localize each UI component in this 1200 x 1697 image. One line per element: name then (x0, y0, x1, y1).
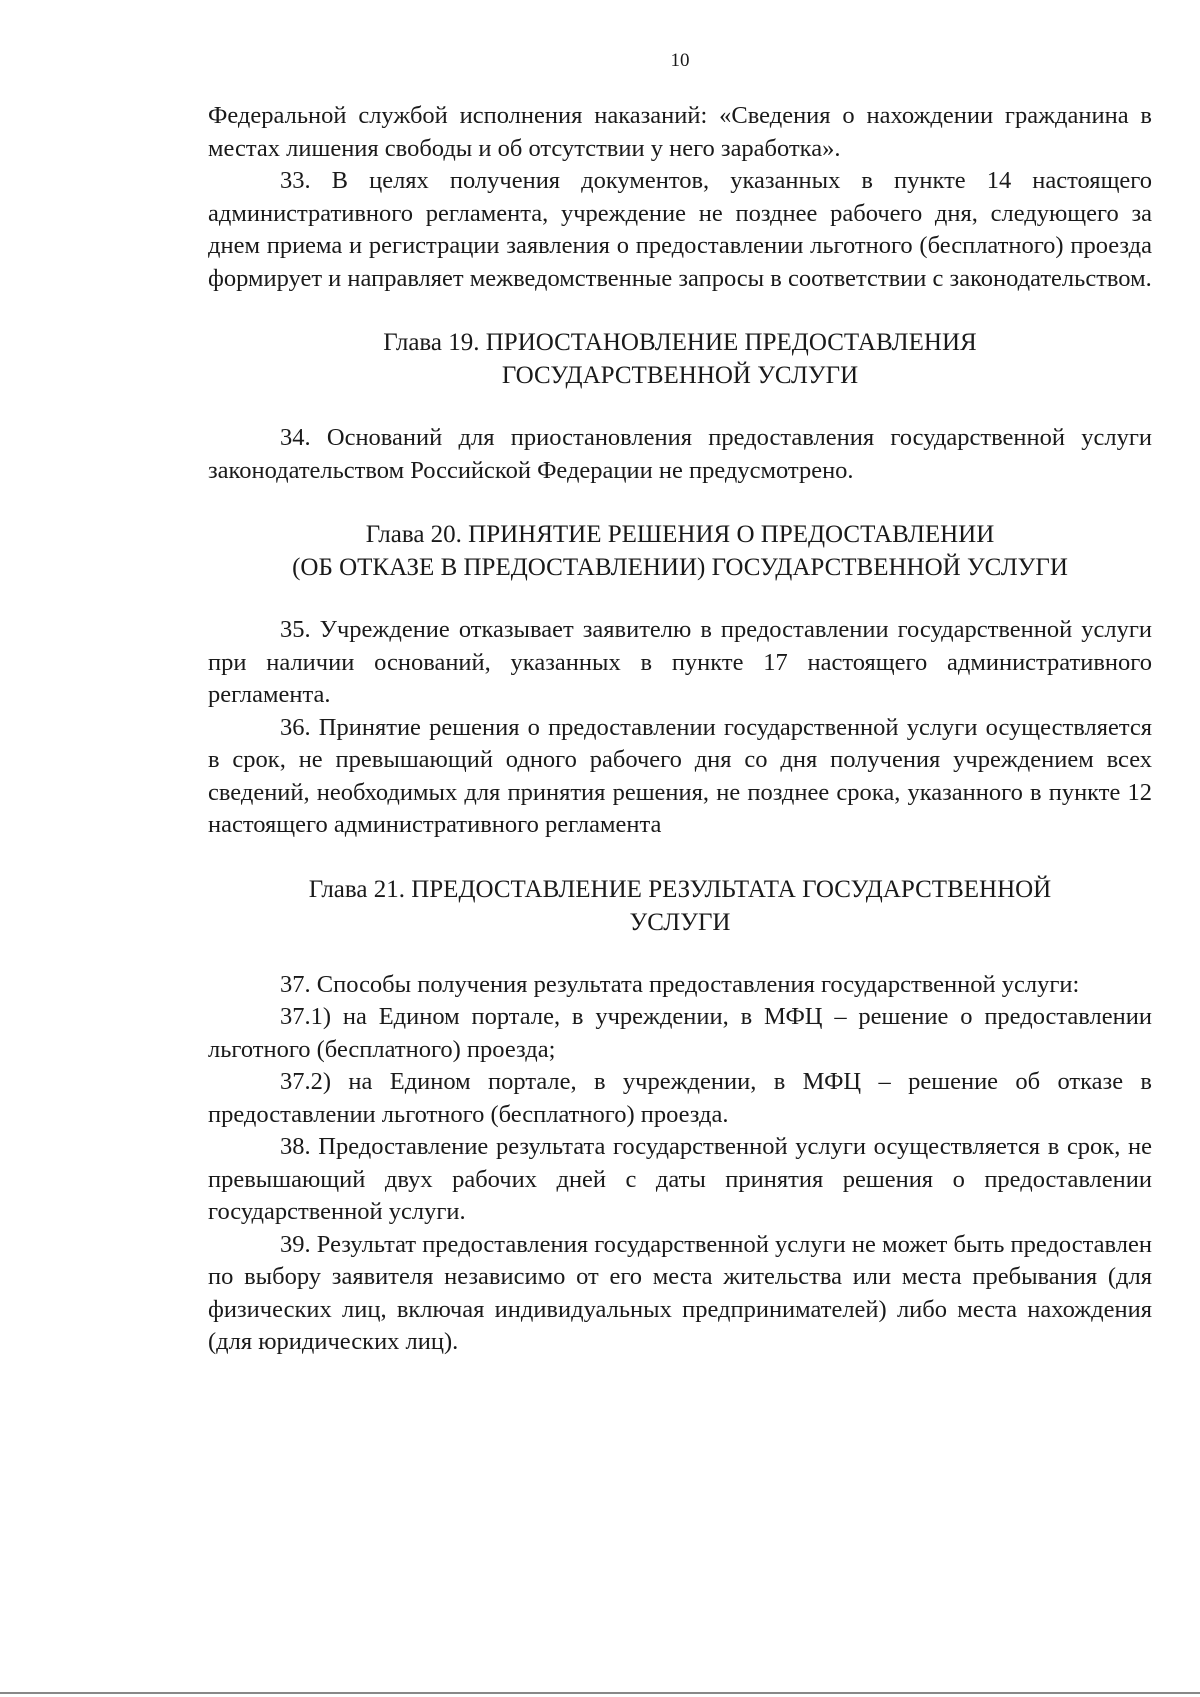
chapter-21-heading (208, 873, 1152, 939)
document-body (208, 100, 1152, 1359)
chapter-20-heading-line-1: Глава 20. ПРИНЯТИЕ РЕШЕНИЯ О ПРЕДОСТАВЛЕНИИ (365, 521, 995, 548)
paragraph-37: 37. Способы получения результата предоставления государственной услуги: (280, 970, 1080, 998)
paragraph-37-2: 37.2) на Едином портале, в учреждении, в МФЦ – решение об отказе в предоставлении льготного (бесплатного) проезда. (208, 1068, 1152, 1128)
chapter-19-heading-line-1: Глава 19. ПРИОСТАНОВЛЕНИЕ ПРЕДОСТАВЛЕНИЯ (383, 329, 977, 356)
paragraph-37-1: 37.1) на Едином портале, в учреждении, в МФЦ – решение о предоставлении льготного (бесплатного) проезда; (208, 1003, 1152, 1063)
chapter-19-heading-line-2: ГОСУДАРСТВЕННОЙ УСЛУГИ (501, 362, 859, 389)
paragraph-39: 39. Результат предоставления государственной услуги не может быть предоставлен по выбору заявителя независимо от его места жительства или места пребывания (для физических лиц, включая индивидуальных предпринимателей) либо места нахождения (для юридических лиц). (208, 1230, 1152, 1355)
chapter-20-heading-line-2: (ОБ ОТКАЗЕ В ПРЕДОСТАВЛЕНИИ) ГОСУДАРСТВЕННОЙ УСЛУГИ (292, 554, 1068, 581)
paragraph-33: 33. В целях получения документов, указанных в пункте 14 настоящего административного регламента, учреждение не позднее рабочего дня, следующего за днем приема и регистрации заявления о предоставлении льготного (бесплатного) проезда формирует и направляет межведомственные запросы в соответствии с законодательством. (208, 167, 1152, 292)
paragraph-intro-continuation: Федеральной службой исполнения наказаний: «Сведения о нахождении гражданина в местах лишения свободы и об отсутствии у него заработка». (208, 102, 1152, 162)
chapter-20-heading (208, 518, 1152, 584)
paragraph-34: 34. Оснований для приостановления предоставления государственной услуги законодательством Российской Федерации не предусмотрено. (208, 424, 1152, 484)
paragraph-35: 35. Учреждение отказывает заявителю в предоставлении государственной услуги при наличии оснований, указанных в пункте 17 настоящего административного регламента. (208, 616, 1152, 708)
page-number: 10 (670, 50, 690, 71)
page-bottom-edge (0, 1692, 1200, 1694)
paragraph-38: 38. Предоставление результата государственной услуги осуществляется в срок, не превышающий двух рабочих дней с даты принятия решения о предоставлении государственной услуги. (208, 1133, 1152, 1225)
paragraph-36: 36. Принятие решения о предоставлении государственной услуги осуществляется в срок, не превышающий одного рабочего дня со дня получения учреждением всех сведений, необходимых для принятия решения, не позднее срока, указанного в пункте 12 настоящего административного регламента (208, 713, 1152, 838)
chapter-21-heading-line-2: УСЛУГИ (629, 908, 731, 936)
chapter-21-heading-line-1: Глава 21. ПРЕДОСТАВЛЕНИЕ РЕЗУЛЬТАТА ГОСУДАРСТВЕННОЙ (308, 875, 1052, 903)
chapter-19-heading (208, 326, 1152, 392)
